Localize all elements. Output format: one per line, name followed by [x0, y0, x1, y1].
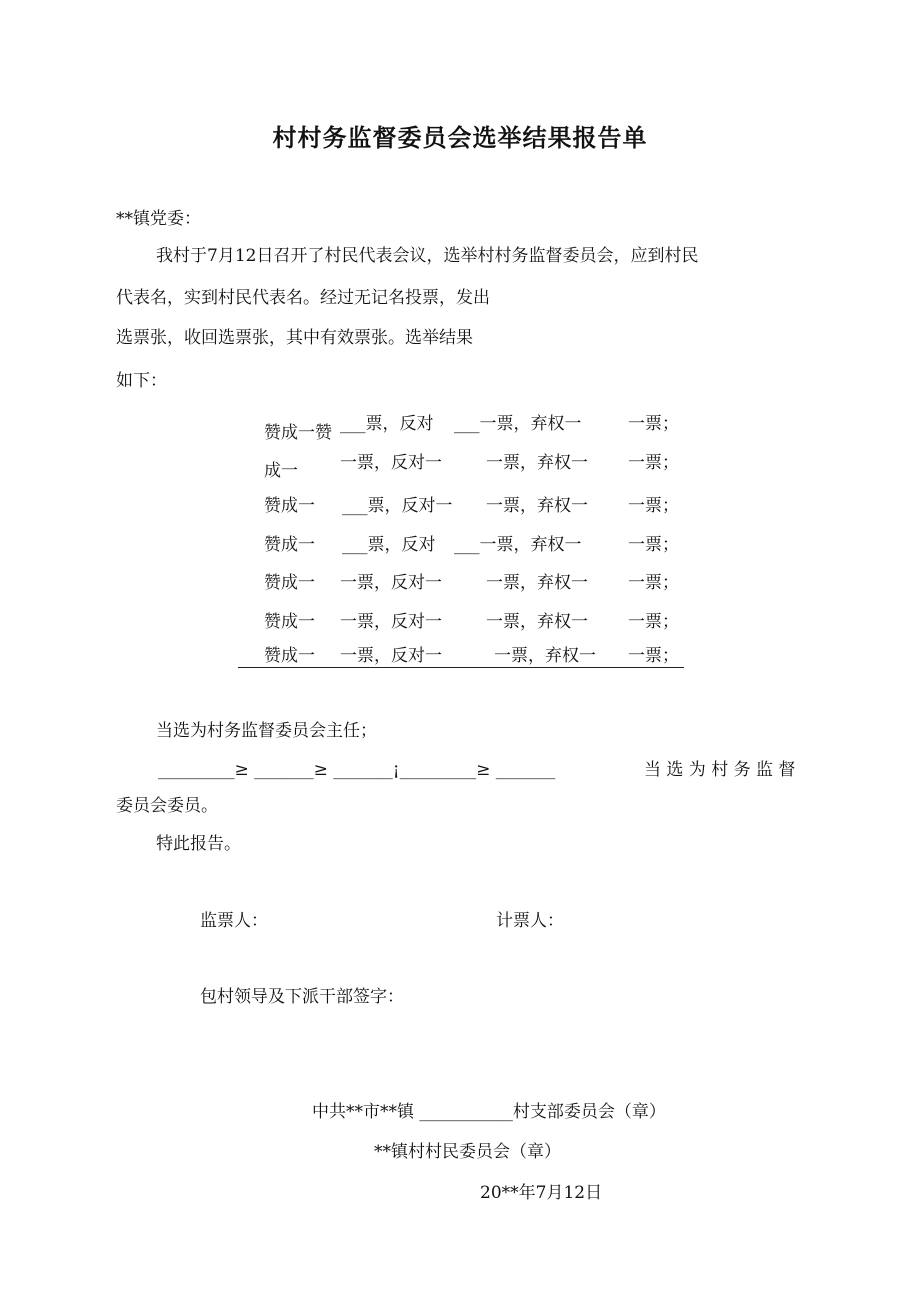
vote-cell-abstain: 一票；: [628, 453, 679, 473]
vote-cell-against: ___一票，弃权一: [454, 535, 582, 555]
vote-cell-for: 一票，反对一: [340, 646, 442, 666]
leader-signature-label: 包村领导及下派干部签字：: [200, 987, 404, 1007]
vote-cell-candidate: 成一: [264, 461, 298, 481]
member-tail: 当 选 为 村 务 监 督: [644, 760, 796, 780]
table-bottom-rule: [238, 667, 684, 668]
addressee: **镇党委：: [116, 209, 201, 229]
vote-cell-for: ___票，反对一: [342, 496, 453, 516]
vote-cell-for: ___票，反对: [340, 414, 434, 434]
vote-cell-abstain: 一票；: [628, 646, 679, 666]
intro-line-2: 代表名，实到村民代表名。经过无记名投票，发出: [116, 288, 490, 308]
vote-cell-against: 一票，弃权一: [494, 646, 596, 666]
vote-cell-for: 一票，反对一: [340, 573, 442, 593]
vote-cell-against: 一票，弃权一: [486, 496, 588, 516]
vote-cell-against: 一票，弃权一: [486, 453, 588, 473]
vote-cell-for: 一票，反对一: [340, 612, 442, 632]
vote-cell-candidate: 赞成一: [264, 612, 315, 632]
org-party-suffix: 村支部委员会（章）: [512, 1102, 666, 1122]
report-date: 20**年7月12日: [480, 1183, 603, 1203]
vote-cell-candidate: 赞成一: [264, 496, 315, 516]
vote-cell-for: ___票，反对: [342, 535, 436, 555]
vote-cell-abstain: 一票；: [628, 573, 679, 593]
vote-cell-against: 一票，弃权一: [486, 612, 588, 632]
vote-cell-abstain: 一票；: [628, 612, 679, 632]
member-line-2: 委员会委员。: [116, 796, 218, 816]
vote-cell-candidate: 赞成一: [264, 646, 315, 666]
vote-cell-candidate: 赞成一赞: [264, 423, 332, 443]
vote-cell-candidate: 赞成一: [264, 573, 315, 593]
vote-cell-against: ___一票，弃权一: [454, 414, 582, 434]
director-line: 当选为村务监督委员会主任；: [156, 721, 377, 741]
org-party-prefix: 中共**市**镇: [312, 1102, 414, 1122]
document-title: 村村务监督委员会选举结果报告单: [272, 124, 648, 152]
vote-cell-against: 一票，弃权一: [486, 573, 588, 593]
org-party-blank: ___________: [419, 1102, 513, 1122]
intro-line-3: 选票张，收回选票张，其中有效票张。选举结果: [116, 328, 473, 348]
vote-cell-abstain: 一票；: [628, 414, 679, 434]
vote-cell-abstain: 一票；: [628, 535, 679, 555]
vote-supervisor-label: 监票人：: [200, 911, 268, 931]
closing-text: 特此报告。: [156, 834, 241, 854]
vote-cell-candidate: 赞成一: [264, 535, 315, 555]
vote-cell-for: 一票，反对一: [340, 453, 442, 473]
intro-line-4: 如下：: [116, 371, 167, 391]
member-blanks: _________≥ _______≥ _______¡_________≥ _______: [158, 760, 556, 780]
org-party-branch: [312, 1101, 666, 1123]
intro-line-1: 我村于7月12日召开了村民代表会议，选举村村务监督委员会，应到村民: [156, 246, 699, 266]
vote-cell-abstain: 一票；: [628, 496, 679, 516]
org-village-committee: **镇村村民委员会（章）: [374, 1142, 561, 1162]
vote-counter-label: 计票人：: [496, 911, 564, 931]
